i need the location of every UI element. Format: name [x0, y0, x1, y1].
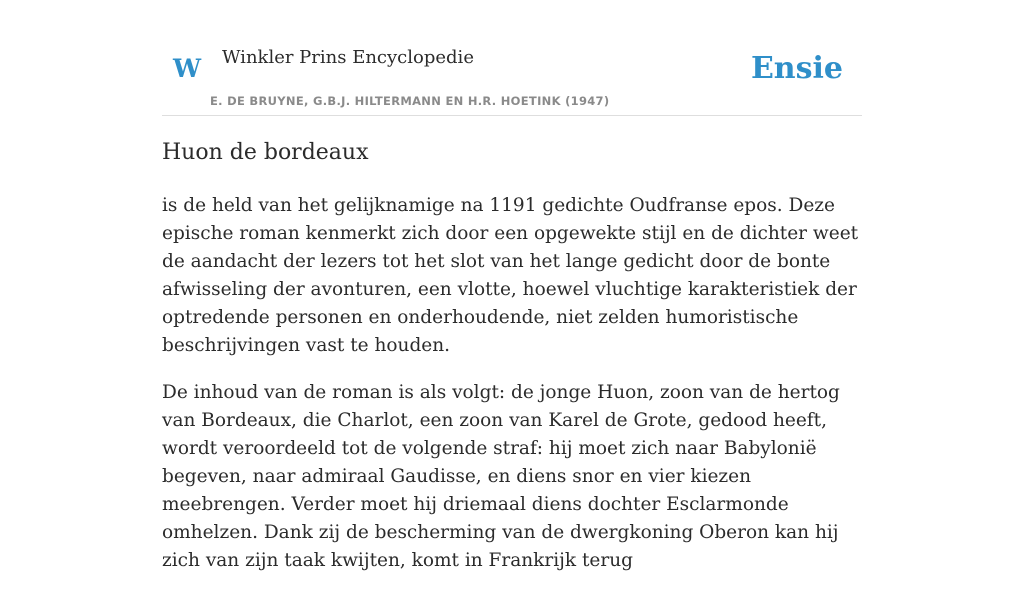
article-body	[162, 192, 862, 594]
article-paragraph: is de held van het gelijknamige na 1191 gedichte Oudfranse epos. Deze epische roman kenmerkt zich door een opgewekte stijl en de dichter weet de aandacht der lezers tot het slot van het lange gedicht door de bonte afwisseling der avonturen, een vlotte, hoewel vluchtige karakteristiek der optredende personen en onderhoudende, niet zelden humoristische beschrijvingen vast te houden.	[162, 195, 859, 356]
article-paragraph: De inhoud van de roman is als volgt: de jonge Huon, zoon van de hertog van Bordeaux, die Charlot, een zoon van Karel de Grote, gedood heeft, wordt veroordeeld tot de volgende straf: hij moet zich naar Babylonië begeven, naar admiraal Gaudisse, en diens snor en vier kiezen meebrengen. Verder moet hij driemaal diens dochter Esclarmonde omhelzen. Dank zij de bescherming van de dwergkoning Oberon kan hij zich van zijn taak kwijten, komt in Frankrijk terug	[162, 382, 840, 571]
publication-authors: E. DE BRUYNE, G.B.J. HILTERMANN EN H.R. HOETINK (1947)	[210, 94, 610, 108]
ensie-brand-link[interactable]: Ensie	[750, 51, 843, 86]
publication-title[interactable]: Winkler Prins Encyclopedie	[222, 47, 474, 68]
article-title: Huon de bordeaux	[162, 140, 369, 165]
site-header	[162, 40, 862, 116]
winkler-prins-logo[interactable]: W	[173, 54, 202, 83]
